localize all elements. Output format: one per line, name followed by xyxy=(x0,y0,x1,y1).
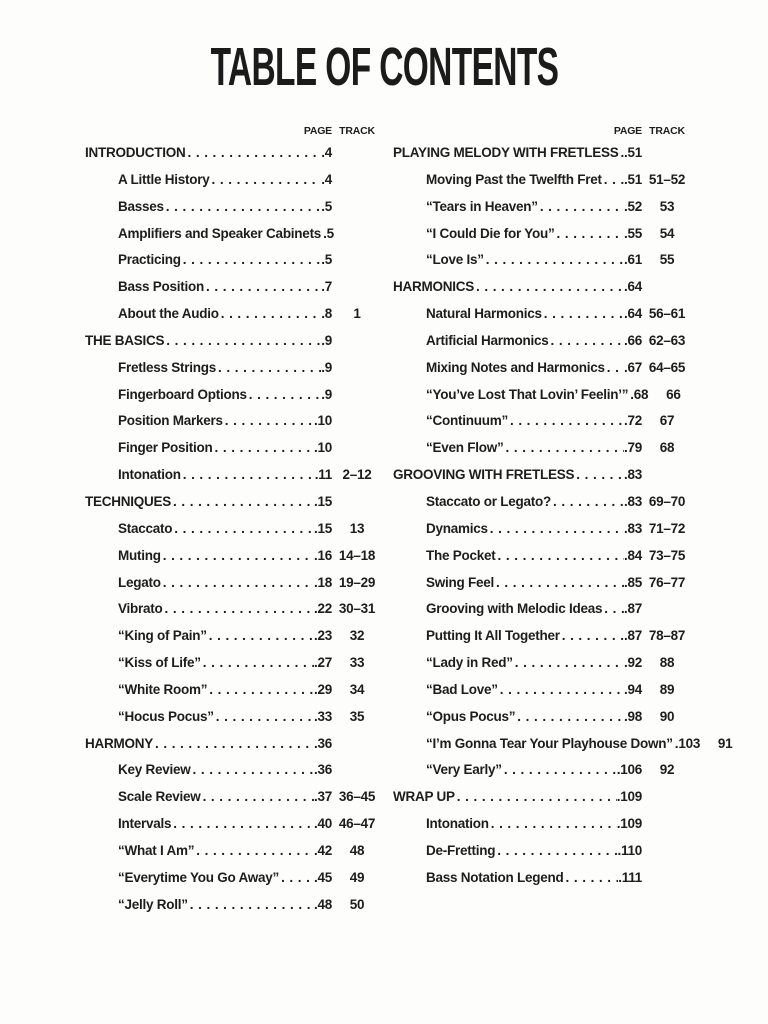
toc-entry-track: 78–87 xyxy=(648,628,686,644)
toc-entry-label: Bass Notation Legend xyxy=(426,869,564,885)
toc-entry-page: . 9 xyxy=(321,382,334,409)
toc-entry-track: 67 xyxy=(659,413,675,429)
toc-entry-page: . 52 xyxy=(624,194,644,221)
track-column-header: TRACK xyxy=(339,125,375,137)
toc-entry-track: 50 xyxy=(349,896,365,912)
toc-entry-track: 69–70 xyxy=(648,493,686,509)
toc-entry-track: 32 xyxy=(349,628,365,644)
toc-entry xyxy=(393,382,690,409)
toc-entry xyxy=(85,355,380,382)
dot-leader xyxy=(455,784,617,811)
toc-entry-page: . 111 xyxy=(618,865,644,892)
dot-leader xyxy=(191,757,314,784)
toc-entry-label: Natural Harmonics xyxy=(426,306,542,322)
toc-entry-label: GROOVING WITH FRETLESS xyxy=(393,467,575,483)
toc-entry-track: 73–75 xyxy=(648,547,686,563)
toc-entry xyxy=(85,704,380,731)
toc-entry xyxy=(393,650,690,677)
toc-entry-page: . 8 xyxy=(321,301,334,328)
toc-entry-page: . 84 xyxy=(624,543,644,570)
toc-entry-label: “Hocus Pocus” xyxy=(118,708,214,724)
toc-entry-label: TECHNIQUES xyxy=(85,493,172,509)
dot-leader xyxy=(153,731,314,758)
toc-entry xyxy=(85,731,380,758)
toc-entry-label: “Tears in Heaven” xyxy=(426,198,538,214)
toc-entry-track: 89 xyxy=(659,681,675,697)
toc-entry-label: “Very Early” xyxy=(426,762,502,778)
toc-entry-label: Fretless Strings xyxy=(118,359,217,375)
toc-entry-track: 62–63 xyxy=(648,332,686,348)
dot-leader xyxy=(172,516,314,543)
toc-entry-page: . 103 xyxy=(675,731,702,758)
toc-entry xyxy=(85,435,380,462)
toc-entry-label: “Jelly Roll” xyxy=(118,896,188,912)
toc-entry-page: . 42 xyxy=(314,838,334,865)
dot-leader xyxy=(504,435,624,462)
toc-entry-track: 33 xyxy=(349,655,365,671)
toc-entry-page: . 92 xyxy=(624,650,644,677)
dot-leader xyxy=(489,811,617,838)
toc-columns xyxy=(85,117,733,918)
toc-entry xyxy=(85,516,380,543)
toc-entry-page: . 98 xyxy=(624,704,644,731)
toc-entry-track: 1 xyxy=(353,306,361,322)
toc-entry xyxy=(85,892,380,919)
toc-entry xyxy=(85,489,380,516)
toc-entry xyxy=(393,570,690,597)
toc-entry-label: Position Markers xyxy=(118,413,223,429)
toc-entry-page: . 64 xyxy=(624,301,644,328)
dot-leader xyxy=(201,650,314,677)
toc-entry-track: 64–65 xyxy=(648,359,686,375)
toc-entry xyxy=(85,677,380,704)
dot-leader xyxy=(484,247,624,274)
toc-entry xyxy=(85,140,380,167)
toc-entry xyxy=(85,408,380,435)
toc-entry-page: . 11 xyxy=(315,462,334,489)
toc-entry-page: . 7 xyxy=(321,274,334,301)
toc-entry-label: “Opus Pocus” xyxy=(426,708,516,724)
toc-entry-label: “Everytime You Go Away” xyxy=(118,869,280,885)
toc-entry-page: . 109 xyxy=(617,784,644,811)
toc-entry xyxy=(393,516,690,543)
toc-entry-page: . 5 xyxy=(321,247,334,274)
toc-entry-page: . 4 xyxy=(321,167,334,194)
toc-entry xyxy=(85,247,380,274)
toc-entry-page: . 10 xyxy=(314,435,334,462)
page-title: TABLE OF CONTENTS xyxy=(210,37,558,97)
page-title-container xyxy=(0,36,768,98)
toc-entry-label: Scale Review xyxy=(118,789,201,805)
dot-leader xyxy=(161,543,314,570)
toc-entry-track: 34 xyxy=(349,681,365,697)
toc-entry-track: 46–47 xyxy=(338,816,376,832)
toc-column-left xyxy=(85,117,380,918)
column-header-row xyxy=(85,117,380,140)
toc-entry-label: “Love Is” xyxy=(426,252,484,268)
dot-leader xyxy=(496,543,624,570)
dot-leader xyxy=(605,355,624,382)
toc-entry xyxy=(393,167,690,194)
toc-entry-label: Basses xyxy=(118,198,164,214)
toc-entry-page: . 22 xyxy=(314,596,334,623)
toc-entry-label: Vibrato xyxy=(118,601,163,617)
toc-entry xyxy=(393,677,690,704)
toc-entry-track: 51–52 xyxy=(648,171,686,187)
toc-entry-track: 92 xyxy=(659,762,675,778)
dot-leader xyxy=(495,838,617,865)
toc-entry-page: . 109 xyxy=(617,811,644,838)
dot-leader xyxy=(181,462,315,489)
toc-entry xyxy=(85,596,380,623)
toc-entry-page: . 27 xyxy=(314,650,334,677)
toc-entry xyxy=(393,355,690,382)
toc-entry-label: Artificial Harmonics xyxy=(426,332,549,348)
toc-entry-track: 88 xyxy=(659,655,675,671)
toc-entry xyxy=(85,301,380,328)
toc-entry xyxy=(393,596,690,623)
toc-entry-track: 53 xyxy=(659,198,675,214)
toc-entry-page: . 66 xyxy=(624,328,644,355)
toc-entry-track: 36–45 xyxy=(338,789,376,805)
toc-entry-track: 14–18 xyxy=(338,547,376,563)
toc-entry xyxy=(85,784,380,811)
dot-leader xyxy=(161,570,314,597)
toc-entry-page: . 37 xyxy=(314,784,334,811)
toc-entry-label: The Pocket xyxy=(426,547,496,563)
dot-leader xyxy=(214,704,314,731)
toc-entry-label: A Little History xyxy=(118,171,210,187)
dot-leader xyxy=(551,489,624,516)
toc-entry-track: 2–12 xyxy=(342,467,372,483)
toc-entry-track: 19–29 xyxy=(338,574,376,590)
dot-leader xyxy=(201,784,314,811)
toc-entry-label: Grooving with Melodic Ideas xyxy=(426,601,603,617)
toc-entry-page: . 4 xyxy=(321,140,334,167)
toc-entry-page: . 67 xyxy=(624,355,644,382)
toc-entry-track: 66 xyxy=(666,386,681,402)
toc-entry-label: Fingerboard Options xyxy=(118,386,247,402)
toc-entry-label: Intervals xyxy=(118,816,172,832)
page-column-header: PAGE xyxy=(303,125,332,137)
toc-entry-label: Muting xyxy=(118,547,161,563)
toc-entry xyxy=(85,811,380,838)
toc-entry xyxy=(393,704,690,731)
toc-entry xyxy=(85,838,380,865)
toc-entry-page: . 64 xyxy=(624,274,644,301)
dot-leader xyxy=(542,301,624,328)
toc-entry xyxy=(393,811,690,838)
toc-entry xyxy=(393,731,733,758)
dot-leader xyxy=(216,355,321,382)
dot-leader xyxy=(210,167,322,194)
toc-entry-page: . 10 xyxy=(314,408,334,435)
toc-entry-page: . 5 xyxy=(321,194,334,221)
dot-leader xyxy=(207,677,314,704)
toc-entry-track: 13 xyxy=(349,520,365,536)
toc-entry-label: “I’m Gonna Tear Your Playhouse Down” xyxy=(426,735,673,751)
toc-column-right xyxy=(393,117,733,918)
toc-entry-track: 71–72 xyxy=(648,520,686,536)
dot-leader xyxy=(488,516,624,543)
dot-leader xyxy=(164,328,321,355)
toc-entry-page: . 29 xyxy=(314,677,334,704)
toc-entry xyxy=(393,301,690,328)
toc-entry xyxy=(85,194,380,221)
toc-entry-page: . 83 xyxy=(624,462,644,489)
toc-entry-page: . 23 xyxy=(314,623,334,650)
toc-entry-page: . 45 xyxy=(314,865,334,892)
toc-entry xyxy=(393,543,690,570)
dot-leader xyxy=(602,596,624,623)
toc-entry-label: Amplifiers and Speaker Cabinets xyxy=(118,225,322,241)
toc-entry xyxy=(393,140,690,167)
toc-entry-label: Bass Position xyxy=(118,279,205,295)
toc-entry-page: . 9 xyxy=(321,355,334,382)
dot-leader xyxy=(474,274,624,301)
toc-entry-label: Moving Past the Twelfth Fret xyxy=(426,171,602,187)
toc-entry-label: About the Audio xyxy=(118,306,219,322)
toc-entry xyxy=(393,865,690,892)
dot-leader xyxy=(549,328,624,355)
toc-entry xyxy=(393,623,690,650)
toc-entry-label: Staccato or Legato? xyxy=(426,493,552,509)
page-column-header: PAGE xyxy=(613,125,642,137)
toc-entry-page: . 83 xyxy=(624,489,644,516)
toc-entry xyxy=(393,435,690,462)
toc-entry-label: De-Fretting xyxy=(426,842,496,858)
toc-entry xyxy=(393,274,690,301)
dot-leader xyxy=(508,408,624,435)
toc-entry-label: “White Room” xyxy=(118,681,208,697)
toc-entry-page: . 68 xyxy=(630,382,650,409)
dot-leader xyxy=(538,194,624,221)
toc-entry-page: . 33 xyxy=(314,704,334,731)
dot-leader xyxy=(181,247,321,274)
toc-entry-page: . 36 xyxy=(314,757,334,784)
toc-entry-label: Swing Feel xyxy=(426,574,495,590)
toc-entry-page: . 87 xyxy=(624,623,644,650)
toc-entry-page: . 83 xyxy=(624,516,644,543)
toc-entry-label: Mixing Notes and Harmonics xyxy=(426,359,605,375)
toc-entry xyxy=(85,274,380,301)
dot-leader xyxy=(207,623,314,650)
toc-entry xyxy=(85,650,380,677)
toc-entry-page: . 18 xyxy=(314,570,334,597)
dot-leader xyxy=(247,382,321,409)
toc-entry-page: . 51 xyxy=(624,140,644,167)
toc-entry-track: 56–61 xyxy=(648,306,686,322)
toc-entry xyxy=(393,838,690,865)
toc-entry-label: “You’ve Lost That Lovin’ Feelin’” xyxy=(426,386,629,402)
toc-entry-label: Putting It All Together xyxy=(426,628,560,644)
toc-entry xyxy=(85,167,380,194)
toc-entry xyxy=(393,784,690,811)
toc-entry-label: PLAYING MELODY WITH FRETLESS xyxy=(393,145,619,160)
toc-entry-page: . 16 xyxy=(314,543,334,570)
toc-entry-track: 35 xyxy=(349,708,365,724)
toc-entry-page: . 87 xyxy=(624,596,644,623)
dot-leader xyxy=(188,892,314,919)
toc-entry-label: “Even Flow” xyxy=(426,440,504,456)
dot-leader xyxy=(186,140,322,167)
toc-entry xyxy=(393,462,690,489)
dot-leader xyxy=(564,865,619,892)
toc-entry-page: . 5 xyxy=(323,221,336,248)
toc-entry xyxy=(85,865,380,892)
toc-entry-label: WRAP UP xyxy=(393,789,455,805)
toc-entry-label: HARMONICS xyxy=(393,279,474,295)
toc-entry-label: Finger Position xyxy=(118,440,213,456)
toc-entry xyxy=(393,247,690,274)
toc-entry xyxy=(393,221,690,248)
toc-entry-page: . 40 xyxy=(314,811,334,838)
toc-entry-label: THE BASICS xyxy=(85,332,165,348)
dot-leader xyxy=(163,596,314,623)
toc-entry-label: Legato xyxy=(118,574,161,590)
track-column-header: TRACK xyxy=(649,125,685,137)
toc-entry-track: 30–31 xyxy=(338,601,376,617)
dot-leader xyxy=(555,221,624,248)
dot-leader xyxy=(515,704,624,731)
toc-entry-page: . 9 xyxy=(321,328,334,355)
toc-entry xyxy=(393,194,690,221)
toc-entry-page: . 51 xyxy=(624,167,644,194)
toc-entry-page: . 15 xyxy=(314,516,334,543)
toc-entry-label: INTRODUCTION xyxy=(85,145,186,160)
toc-entry xyxy=(85,382,380,409)
toc-entry xyxy=(393,757,690,784)
toc-entry-page: . 110 xyxy=(617,838,644,865)
dot-leader xyxy=(164,194,321,221)
toc-entry-page: . 36 xyxy=(314,731,334,758)
toc-entry xyxy=(85,757,380,784)
toc-entry-page: . 106 xyxy=(617,757,644,784)
toc-entry-label: Dynamics xyxy=(426,520,488,536)
toc-entry xyxy=(85,570,380,597)
dot-leader xyxy=(513,650,624,677)
toc-entry-page: . 61 xyxy=(624,247,644,274)
toc-entry xyxy=(85,462,380,489)
dot-leader xyxy=(279,865,314,892)
toc-entry xyxy=(85,328,380,355)
toc-entry-page: . 79 xyxy=(624,435,644,462)
dot-leader xyxy=(219,301,321,328)
dot-leader xyxy=(602,167,624,194)
dot-leader xyxy=(204,274,321,301)
toc-entry-label: Staccato xyxy=(118,520,173,536)
toc-entry xyxy=(85,221,380,248)
toc-entry-label: “King of Pain” xyxy=(118,628,207,644)
dot-leader xyxy=(213,435,314,462)
toc-entry xyxy=(393,489,690,516)
toc-entry-label: “Continuum” xyxy=(426,413,508,429)
toc-entry-label: “Lady in Red” xyxy=(426,655,513,671)
toc-entry-track: 91 xyxy=(717,735,733,751)
toc-entry-track: 48 xyxy=(349,842,365,858)
toc-entry-page: . 94 xyxy=(624,677,644,704)
toc-entry-track: 90 xyxy=(659,708,675,724)
toc-entry-label: “What I Am” xyxy=(118,842,195,858)
dot-leader xyxy=(560,623,624,650)
toc-entry-page: . 85 xyxy=(624,570,644,597)
toc-entry xyxy=(393,328,690,355)
dot-leader xyxy=(502,757,617,784)
toc-entry-page: . 15 xyxy=(314,489,334,516)
dot-leader xyxy=(574,462,624,489)
toc-entry-label: “Bad Love” xyxy=(426,681,498,697)
toc-entry xyxy=(85,543,380,570)
dot-leader xyxy=(194,838,314,865)
toc-entry-label: Practicing xyxy=(118,252,181,268)
dot-leader xyxy=(494,570,624,597)
column-header-row xyxy=(393,117,690,140)
toc-entry-page: . 55 xyxy=(624,221,644,248)
toc-entry-track: 55 xyxy=(659,252,675,268)
toc-entry xyxy=(393,408,690,435)
toc-entry-track: 68 xyxy=(659,440,675,456)
toc-entry-track: 76–77 xyxy=(648,574,686,590)
toc-entry-label: Intonation xyxy=(426,816,489,832)
toc-entry-page: . 48 xyxy=(314,892,334,919)
toc-entry-track: 49 xyxy=(349,869,365,885)
dot-leader xyxy=(171,489,314,516)
toc-entry-label: HARMONY xyxy=(85,735,153,751)
toc-entry xyxy=(85,623,380,650)
toc-entry-track: 54 xyxy=(659,225,675,241)
dot-leader xyxy=(498,677,624,704)
toc-entry-label: “I Could Die for You” xyxy=(426,225,555,241)
dot-leader xyxy=(171,811,314,838)
dot-leader xyxy=(223,408,314,435)
toc-entry-label: Intonation xyxy=(118,467,181,483)
toc-entry-label: Key Review xyxy=(118,762,191,778)
toc-entry-label: “Kiss of Life” xyxy=(118,655,201,671)
toc-entry-page: . 72 xyxy=(624,408,644,435)
